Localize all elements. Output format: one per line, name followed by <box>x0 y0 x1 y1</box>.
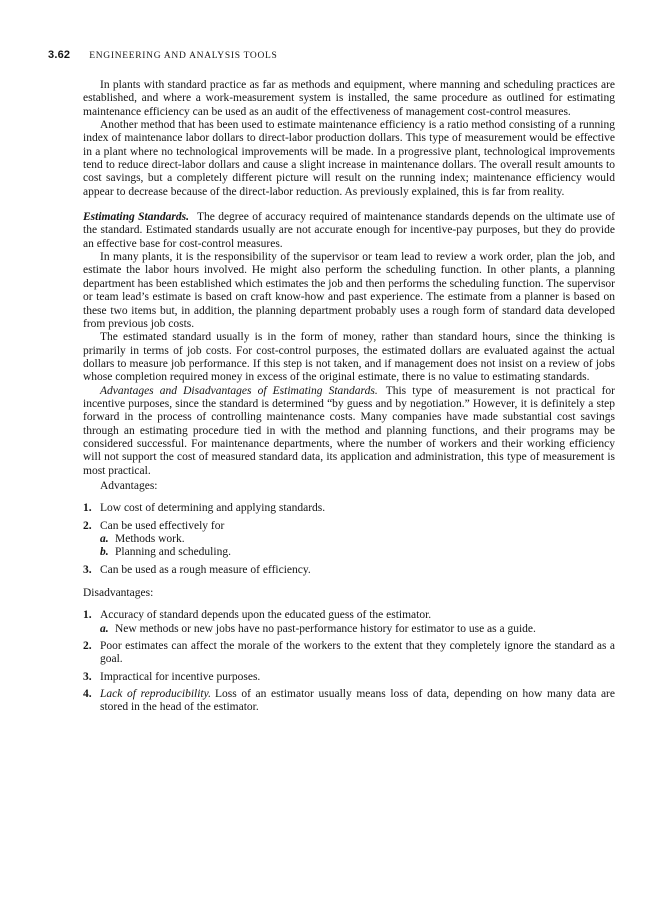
list-item-number: 4. <box>83 688 92 701</box>
list-item-number: 3. <box>83 670 92 683</box>
paragraph-advantages-disadvantages <box>83 385 615 478</box>
paragraph-text: The degree of accuracy required of maintenance standards depends on the ultimate use of the standard. Estimated standards usually are not accurate enough for incentive-pay purposes, but they do provide an effective base for cost-control measures. <box>83 211 615 250</box>
paragraph-ratio-method: Another method that has been used to estimate maintenance efficiency is a ratio method consisting of a running index of maintenance labor dollars to direct-labor production dollars. This type of measurement would be effective in a plant where no technological improvements will be made. In a progressive plant, technological improvements tend to reduce direct-labor dollars and cause a slight increase in maintenance dollars. The overall result amounts to cost savings, but a completely different picture will result on the running index; maintenance efficiency would appear to decrease because of the direct-labor reduction. As previously explained, this is far from reality. <box>83 119 615 198</box>
list-item-text: Accuracy of standard depends upon the educated guess of the estimator. <box>100 609 432 622</box>
sublist-item-letter: a. <box>100 533 109 545</box>
running-head-title: ENGINEERING AND ANALYSIS TOOLS <box>89 51 278 61</box>
list-item-number: 1. <box>83 502 92 515</box>
sublist-item-text: Planning and scheduling. <box>115 546 231 559</box>
list-item-text: Impractical for incentive purposes. <box>100 670 261 683</box>
advantages-list <box>83 502 615 577</box>
paragraph-text: This type of measurement is not practical for incentive purposes, since the standard is determined “by guess and by negotiation.” However, it is definitely a step forward in the process of controlling maintenance costs. Many companies have made substantial cost savings through an estimating procedure tied in with the method and planning functions, and their programs may be considered successful. For maintenance departments, where the number of workers and their working efficiency will not support the cost of measured standard data, its application and administration, this type of measurement is most practical. <box>83 384 615 477</box>
sublist <box>100 533 615 560</box>
disadvantages-label: Disadvantages: <box>83 587 154 600</box>
paragraph-supervisor-responsibility: In many plants, it is the responsibility of the supervisor or team lead to review a work order, plan the job, and estimate the labor hours involved. He might also perform the scheduling function. In other plants, a planning department has been established which estimates the job and then performs the scheduling function. The supervisor or team lead’s estimate is based on craft know-how and past experience. The estimate from a planner is based on these two items but, in addition, the planning department probably uses a rough form of standard data developed from previous job costs. <box>83 251 615 330</box>
list-item <box>83 640 615 667</box>
subheading-advantages-disadvantages: Advantages and Disadvantages of Estimating Standards. <box>100 384 378 397</box>
list-item-text: Loss of an estimator usually means loss of data, depending on how many data are stored in the head of the estimator. <box>100 688 615 714</box>
sublist-item <box>100 546 615 559</box>
advantages-label: Advantages: <box>100 479 158 492</box>
list-item-text: Poor estimates can affect the morale of the workers to the extent that they completely ignore the standard as a goal. <box>100 640 615 666</box>
list-item-number: 3. <box>83 563 92 576</box>
paragraph-estimating-standards <box>83 211 615 251</box>
list-item-lead-italic: Lack of reproducibility. <box>100 688 211 701</box>
page-number: 3.62 <box>48 49 71 61</box>
list-item-number: 1. <box>83 609 92 622</box>
list-item-text: Low cost of determining and applying standards. <box>100 502 326 515</box>
disadvantages-list <box>83 609 615 714</box>
page-header <box>48 49 278 61</box>
sublist <box>100 623 615 636</box>
list-item <box>83 609 615 636</box>
paragraph-standard-practice: In plants with standard practice as far as methods and equipment, where manning and scheduling practices are established, and where a work-measurement system is installed, the same procedure as outlined for estimating maintenance efficiency can be used as an audit of the effectiveness of management cost-control measures. <box>83 79 615 118</box>
page-body <box>83 79 615 715</box>
sublist-item-letter: b. <box>100 546 109 559</box>
sublist-item <box>100 533 615 546</box>
list-item <box>83 520 615 560</box>
list-item-text: Can be used as a rough measure of efficiency. <box>100 563 311 576</box>
list-item <box>83 502 615 515</box>
paragraph-estimated-standard-money: The estimated standard usually is in the form of money, rather than standard hours, since the thinking is primarily in terms of job costs. For cost-control purposes, the estimated dollars are evaluated against the actual dollars to measure job performance. If this step is not taken, and if management does not insist on a review of jobs whose completion required money in excess of the original estimate, there is no value to estimating standards. <box>83 331 615 384</box>
list-item-text: Can be used effectively for <box>100 519 225 532</box>
section-heading-estimating-standards: Estimating Standards. <box>83 211 189 224</box>
list-item-number: 2. <box>83 640 92 653</box>
list-item-number: 2. <box>83 519 92 532</box>
sublist-item-text: Methods work. <box>115 533 185 545</box>
sublist-item <box>100 623 615 636</box>
list-item <box>83 688 615 715</box>
list-item <box>83 564 615 577</box>
list-item <box>83 671 615 684</box>
sublist-item-letter: a. <box>100 622 109 635</box>
sublist-item-text: New methods or new jobs have no past-performance history for estimator to use as a guide. <box>115 622 536 635</box>
